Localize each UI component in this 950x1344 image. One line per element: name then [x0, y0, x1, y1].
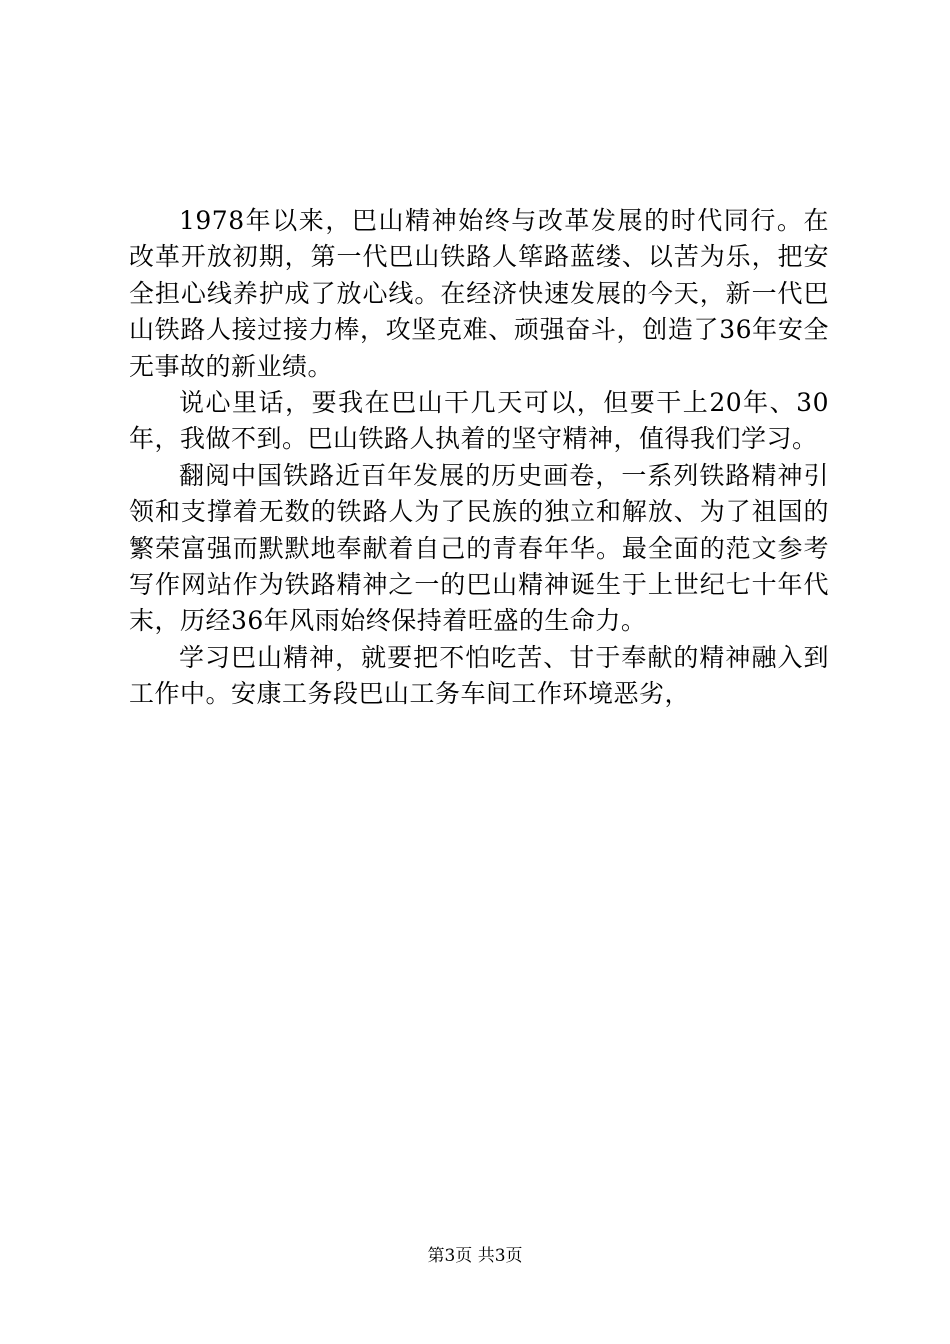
- paragraph: 学习巴山精神，就要把不怕吃苦、甘于奉献的精神融入到工作中。安康工务段巴山工务车间工作环境恶劣，: [129, 642, 829, 709]
- page-number: 第3页 共3页: [427, 1246, 523, 1266]
- page-footer: [0, 1244, 950, 1268]
- paragraph: 翻阅中国铁路近百年发展的历史画卷，一系列铁路精神引领和支撑着无数的铁路人为了民族的独立和解放、为了祖国的繁荣富强而默默地奉献着自己的青春年华。最全面的范文参考写作网站作为铁路精神之一的巴山精神诞生于上世纪七十年代末，历经36年风雨始终保持着旺盛的生命力。: [129, 460, 829, 636]
- paragraph: 1978年以来，巴山精神始终与改革发展的时代同行。在改革开放初期，第一代巴山铁路人筚路蓝缕、以苦为乐，把安全担心线养护成了放心线。在经济快速发展的今天，新一代巴山铁路人接过接力棒，攻坚克难、顽强奋斗，创造了36年安全无事故的新业绩。: [129, 206, 829, 381]
- paragraph: 说心里话，要我在巴山干几天可以，但要干上20年、30年，我做不到。巴山铁路人执着的坚守精神，值得我们学习。: [129, 388, 829, 454]
- body-text: [129, 203, 829, 713]
